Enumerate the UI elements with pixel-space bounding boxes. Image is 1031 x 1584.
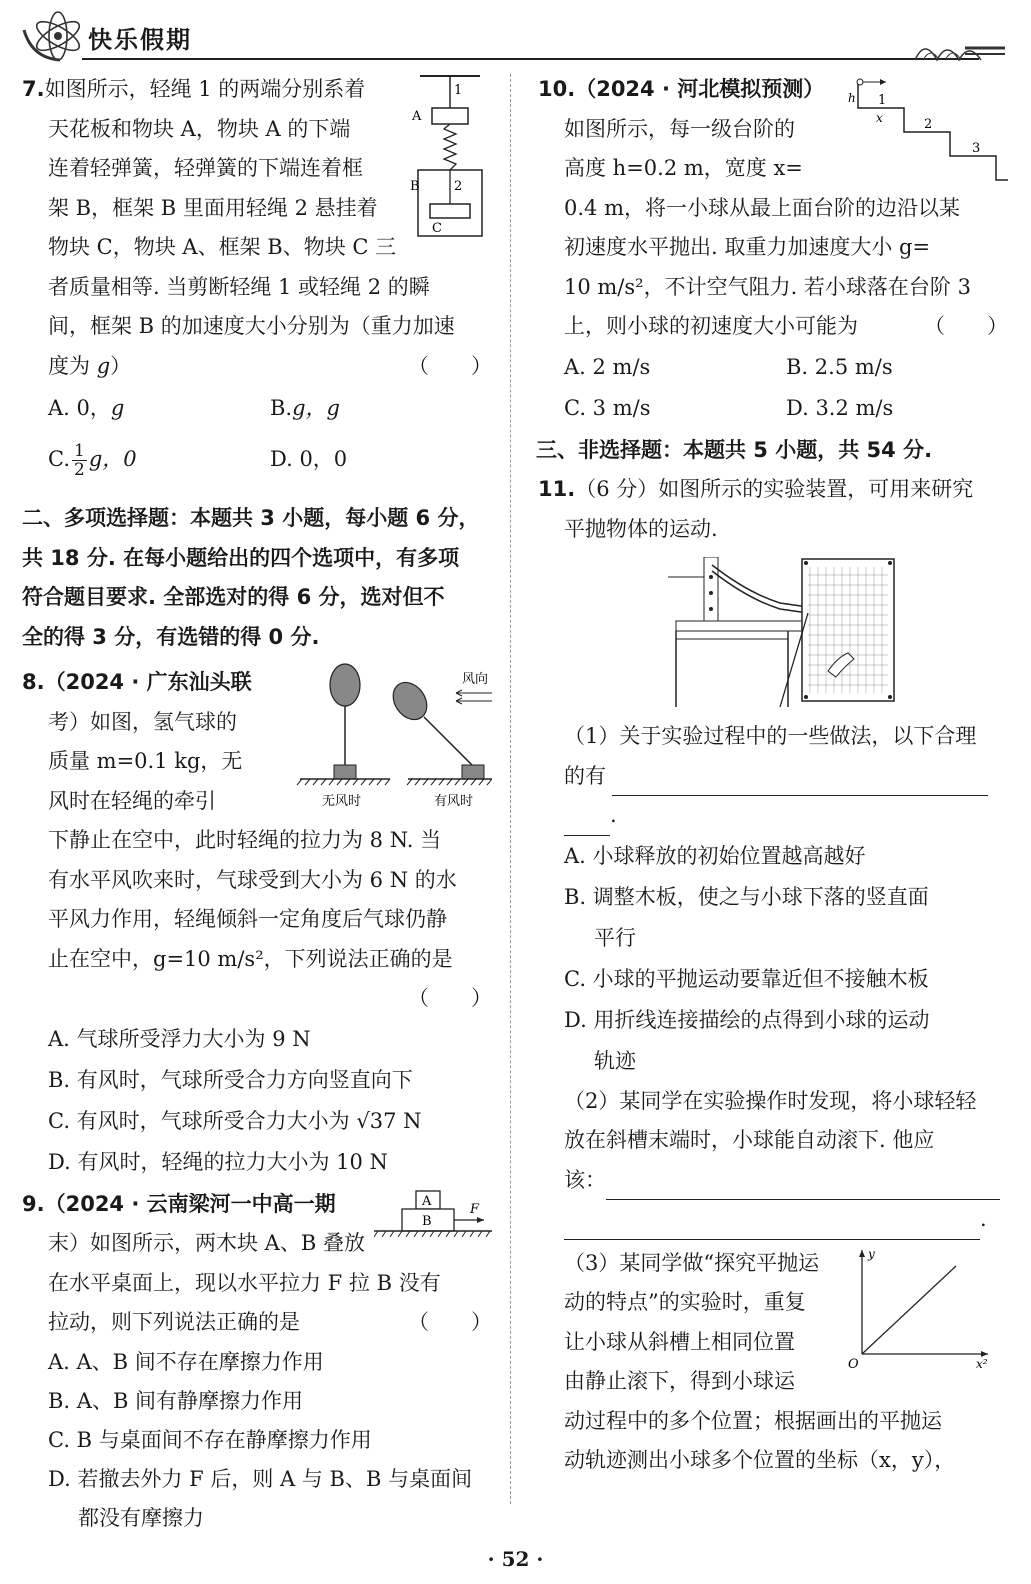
q11-part3-line: 动轨迹测出小球多个位置的坐标（x，y）， <box>564 1448 956 1472</box>
header-title: 快乐假期 <box>88 26 192 54</box>
q8-line: 质量 m=0.1 kg，无 <box>48 749 243 773</box>
q11-part3-line: 由静止滚下，得到小球运 <box>564 1369 795 1393</box>
question-8 <box>22 663 492 1183</box>
q7-line: 连着轻弹簧，轻弹簧的下端连着框 <box>48 156 363 180</box>
q11-option-b[interactable]: B. 调整木板，使之与小球下落的竖直面 <box>564 884 929 909</box>
question-10 <box>538 70 1008 429</box>
fig8-withwind-label: 有风时 <box>434 794 474 809</box>
header-rule <box>82 58 979 60</box>
q9-option-b[interactable]: B. A、B 间有静摩擦力作用 <box>48 1388 304 1413</box>
q11-part3-line: 让小球从斜槽上相同位置 <box>564 1329 795 1354</box>
fig7-label-2: 2 <box>454 179 463 194</box>
fig7-label-c: C <box>432 221 442 236</box>
answer-bracket[interactable]: （ ） <box>408 986 492 1010</box>
q7-line: 架 B，框架 B 里面用轻绳 2 悬挂着 <box>48 195 378 220</box>
q7-option-b[interactable]: B.g，g <box>270 396 340 420</box>
fig10-step-1: 1 <box>878 93 887 108</box>
fig7-label-a: A <box>412 109 422 124</box>
q9-option-d[interactable]: D. 若撤去外力 F 后，则 A 与 B、B 与桌面间 <box>48 1466 473 1491</box>
q7-option-a[interactable]: A. 0，g <box>48 396 125 420</box>
q7-line: 者质量相等. 当剪断轻绳 1 或轻绳 2 的瞬 <box>48 274 430 299</box>
q11-part3-line: 动过程中的多个位置；根据画出的平抛运 <box>564 1408 942 1433</box>
q8-line: 平风力作用，轻绳倾斜一定角度后气球仍静 <box>48 907 447 931</box>
fig10-step-3: 3 <box>972 141 981 156</box>
section-3-heading: 三、非选择题：本题共 5 小题，共 54 分. <box>536 437 933 462</box>
q8-line: 下静止在空中，此时轻绳的拉力为 8 N. 当 <box>48 828 442 852</box>
fig8-nowind-label: 无风时 <box>322 794 362 809</box>
q7-line: 如图所示，轻绳 1 的两端分别系着 <box>44 77 366 101</box>
q7-line: 天花板和物块 A，物块 A 的下端 <box>48 116 351 141</box>
question-9 <box>22 1185 492 1538</box>
fig9-label-a: A <box>422 1193 432 1209</box>
q11-part3-line: 动的特点”的实验时，重复 <box>564 1290 806 1314</box>
fig9-label-f: F <box>470 1201 480 1217</box>
question-9-number: 9. <box>22 1191 45 1216</box>
q7-line: 物块 C，物块 A、框架 B、物块 C 三 <box>48 235 397 259</box>
q7-g-symbol: g <box>96 353 111 378</box>
q8-option-c[interactable]: C. 有风时，气球所受合力大小为 √37 N <box>48 1108 422 1133</box>
q9-option-a[interactable]: A. A、B 间不存在摩擦力作用 <box>48 1349 324 1374</box>
q10-line: 上，则小球的初速度大小可能为 <box>564 314 858 338</box>
q11-part2-line: 放在斜槽末端时，小球能自动滚下. 他应 <box>564 1128 935 1152</box>
q11-option-d-cont: 轨迹 <box>594 1048 636 1073</box>
q7-line: 度为 <box>48 353 97 378</box>
fig10-step-2: 2 <box>924 117 933 132</box>
question-11: 11.（6 分）如图所示的实验装置，可用来研究 平抛物体的运动. （1）关于实验过程中的一些做法，以下合理 的有 . A. 小球释放的初始位置越高越好 B. 调整木板，使之与小球下落的竖直面 平行 C. 小球的平抛运动要靠近但不接触木板 D. 用折线连接描绘的点得到小球的运动 轨迹 （2）某同学在实验操作时发现，将小球轻轻 放在斜槽末端时，小球能自动滚下. 他应 该： . y O x² （3）某同学做“探究平抛运 动的特点”的实验时，重复 让小球从斜槽上相同位置 由静止滚下，得到小球运 动过程中的多个位置；根据画出的平抛运 动轨迹测出小球多个位置的坐标（x，y）， <box>538 470 1008 1481</box>
fig10-label-h: h <box>848 91 856 105</box>
q10-option-c[interactable]: C. 3 m/s <box>564 395 651 420</box>
q11-option-a[interactable]: A. 小球释放的初始位置越高越好 <box>564 843 866 868</box>
fig9-label-b: B <box>422 1213 432 1229</box>
q9-line: 拉动，则下列说法正确的是 <box>48 1310 300 1334</box>
q7-option-c[interactable]: C. $\frac{1}{2}$ g，0 <box>48 441 137 480</box>
q11-figure-area <box>538 549 1008 717</box>
q7-option-d[interactable]: D. 0，0 <box>270 447 348 471</box>
q8-line: 有水平风吹来时，气球受到大小为 6 N 的水 <box>48 867 457 892</box>
fig8-wind-label: 风向 <box>462 672 489 687</box>
q7-close-paren: ） <box>110 353 132 378</box>
apparatus-figure <box>668 557 904 707</box>
graph-y-label: y <box>868 1246 875 1261</box>
q8-line: 考）如图，氢气球的 <box>48 709 237 734</box>
q10-source: （2024 · 河北模拟预测） <box>575 77 825 101</box>
question-7 <box>22 70 492 489</box>
section-2-heading: 二、多项选择题：本题共 3 小题，每小题 6 分， 共 18 分. 在每小题给出的四个选项中，有多项 符合题目要求. 全部选对的得 6 分，选对但不 全的得 3 分，有选错的得 0 分. <box>22 506 480 649</box>
q7-line: 间，框架 B 的加速度大小分别为（重力加速 <box>48 314 455 338</box>
column-divider <box>510 74 511 1504</box>
q10-option-b[interactable]: B. 2.5 m/s <box>786 354 893 379</box>
question-10-number: 10. <box>538 77 576 101</box>
q9-option-c[interactable]: C. B 与桌面间不存在静摩擦力作用 <box>48 1427 372 1452</box>
q8-line: 止在空中，g=10 m/s²，下列说法正确的是 <box>48 946 453 971</box>
q11-option-b-cont: 平行 <box>594 925 636 950</box>
q9-option-d-cont: 都没有摩擦力 <box>78 1505 204 1530</box>
q8-line: 风时在轻绳的牵引 <box>48 788 216 813</box>
q11-part1-line: （1）关于实验过程中的一些做法，以下合理 <box>564 724 977 748</box>
atom-logo-icon <box>20 10 86 66</box>
answer-blank-2-cont[interactable] <box>564 1239 980 1240</box>
q11-part2-line: 该： <box>564 1167 606 1192</box>
fig10-label-x: x <box>876 111 883 125</box>
q11-line: （6 分）如图所示的实验装置，可用来研究 <box>575 477 974 501</box>
q8-option-d[interactable]: D. 有风时，轻绳的拉力大小为 10 N <box>48 1149 388 1174</box>
flower-decoration-icon <box>905 34 1005 64</box>
page-number: · 52 · <box>487 1547 544 1571</box>
q9-source: （2024 · 云南梁河一中高一期 <box>44 1191 336 1216</box>
right-column <box>538 70 1008 1481</box>
q8-option-b[interactable]: B. 有风时，气球所受合力方向竖直向下 <box>48 1067 413 1092</box>
question-7-number: 7. <box>22 77 45 101</box>
page-header <box>0 0 1031 70</box>
q11-line: 平抛物体的运动. <box>564 516 718 541</box>
question-11-number: 11. <box>538 477 576 501</box>
left-column <box>22 70 492 1538</box>
q9-line: 在水平桌面上，现以水平拉力 F 拉 B 没有 <box>48 1270 441 1295</box>
question-8-number: 8. <box>22 670 45 694</box>
answer-bracket[interactable]: （ ） <box>408 1310 492 1334</box>
graph-x2-label: x² <box>976 1356 988 1370</box>
fig7-label-1: 1 <box>454 83 463 98</box>
answer-bracket[interactable]: （ ） <box>924 314 1008 338</box>
q11-part1-line: 的有 <box>564 763 606 788</box>
q11-part3 <box>538 1244 1008 1481</box>
q10-line: 初速度水平抛出. 取重力加速度大小 g= <box>564 235 931 259</box>
q11-option-c[interactable]: C. 小球的平抛运动要靠近但不接触木板 <box>564 966 929 991</box>
q10-option-d[interactable]: D. 3.2 m/s <box>786 395 894 420</box>
q8-source: （2024 · 广东汕头联 <box>44 670 252 694</box>
graph-origin-label: O <box>848 1356 859 1370</box>
q10-line: 高度 h=0.2 m，宽度 x= <box>564 156 803 180</box>
q9-line: 末）如图所示，两木块 A、B 叠放 <box>48 1231 365 1255</box>
q10-line: 0.4 m，将一小球从最上面台阶的边沿以某 <box>564 195 960 220</box>
q11-option-d[interactable]: D. 用折线连接描绘的点得到小球的运动 <box>564 1007 930 1032</box>
q10-option-a[interactable]: A. 2 m/s <box>564 354 651 379</box>
q11-part3-line: （3）某同学做“探究平抛运 <box>564 1250 820 1275</box>
q11-part2-line: （2）某同学在实验操作时发现，将小球轻轻 <box>564 1088 977 1113</box>
answer-bracket[interactable]: （ ） <box>408 353 492 378</box>
fig7-label-b: B <box>410 179 420 194</box>
q10-line: 如图所示，每一级台阶的 <box>564 116 795 141</box>
q10-line: 10 m/s²，不计空气阻力. 若小球落在台阶 3 <box>564 274 971 299</box>
q8-option-a[interactable]: A. 气球所受浮力大小为 9 N <box>48 1026 311 1051</box>
